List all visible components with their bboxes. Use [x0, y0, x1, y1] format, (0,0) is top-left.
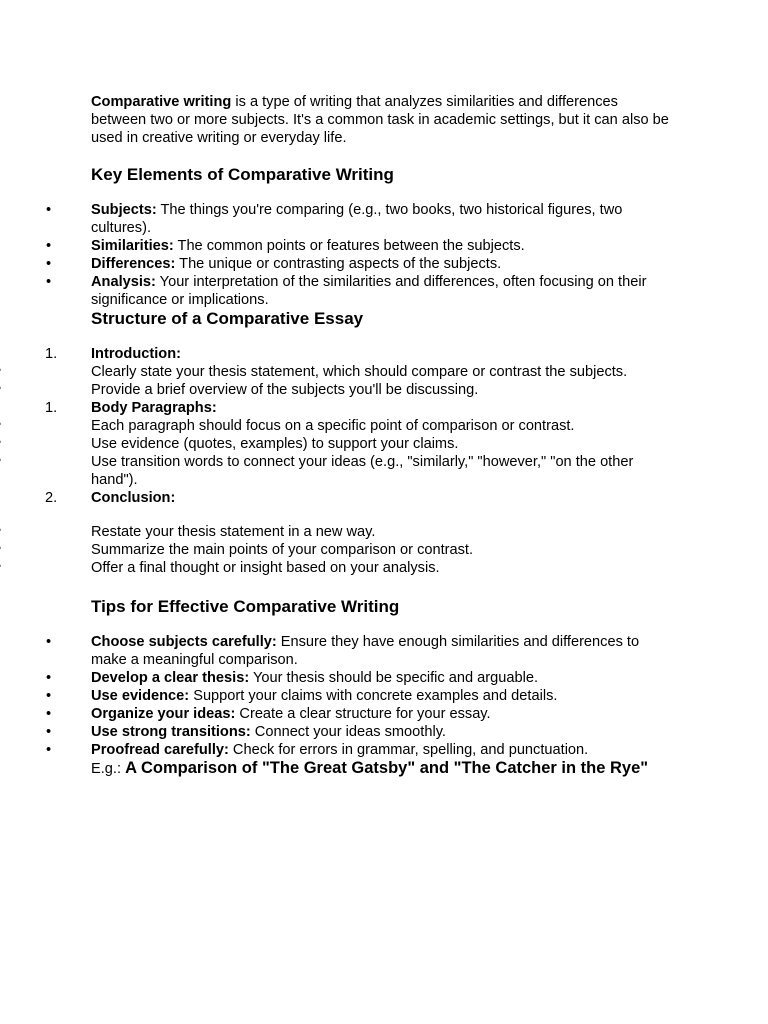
example-prefix: E.g.: — [91, 761, 126, 777]
list-item — [46, 273, 671, 309]
example-title: A Comparison of "The Great Gatsby" and "The Catcher in the Rye" — [125, 759, 649, 777]
bullet-marker: • — [46, 742, 52, 758]
list-item — [46, 669, 671, 687]
item-text: Connect your ideas smoothly. — [250, 724, 446, 740]
list-item — [91, 453, 671, 489]
sub-bullet-marker — [0, 434, 2, 452]
introduction-points — [91, 363, 671, 399]
item-text: Create a clear structure for your essay. — [235, 706, 491, 722]
point-text: Clearly state your thesis statement, which should compare or contrast the subjects. — [91, 364, 628, 380]
number-marker: 2. — [45, 490, 58, 506]
list-item — [91, 363, 671, 381]
item-text: The things you're comparing (e.g., two books, two historical figures, two cultures). — [91, 202, 623, 236]
list-item — [91, 559, 671, 577]
bullet-marker: • — [46, 202, 52, 218]
intro-term: Comparative writing — [91, 94, 232, 110]
sub-bullet-marker — [0, 540, 2, 558]
item-term: Organize your ideas: — [91, 706, 236, 722]
heading-tips: Tips for Effective Comparative Writing — [91, 597, 400, 616]
conclusion-points — [91, 523, 671, 577]
heading-key-elements: Key Elements of Comparative Writing — [91, 165, 394, 184]
list-item — [46, 741, 671, 759]
item-term: Develop a clear thesis: — [91, 670, 250, 686]
number-marker: 1. — [45, 346, 58, 362]
list-item — [45, 399, 671, 417]
bullet-marker: • — [46, 256, 52, 272]
list-item — [91, 523, 671, 541]
bullet-marker: • — [46, 634, 52, 650]
list-item — [46, 237, 671, 255]
bullet-marker: • — [46, 724, 52, 740]
example-line — [91, 759, 671, 778]
bullet-marker: • — [46, 274, 52, 290]
document-content — [45, 93, 671, 778]
list-item — [91, 381, 671, 399]
sub-bullet-marker — [0, 416, 2, 434]
number-marker: 1. — [45, 400, 58, 416]
structure-step-conclusion — [45, 489, 671, 507]
sub-bullet-marker — [0, 362, 2, 380]
item-term: Choose subjects carefully: — [91, 634, 277, 650]
list-item — [91, 435, 671, 453]
intro-text: is a type of writing that analyzes similarities and differences between two or more subjects. It's a common task in academic settings, but it can also be used in creative writing or everyday life. — [91, 94, 669, 146]
list-item — [46, 201, 671, 237]
heading-structure: Structure of a Comparative Essay — [91, 309, 364, 328]
point-text: Provide a brief overview of the subjects you'll be discussing. — [91, 382, 479, 398]
bullet-marker: • — [46, 670, 52, 686]
body-points — [91, 417, 671, 489]
list-item — [91, 417, 671, 435]
item-text: Check for errors in grammar, spelling, and punctuation. — [228, 742, 589, 758]
point-text: Offer a final thought or insight based on your analysis. — [91, 560, 440, 576]
item-term: Analysis: — [91, 274, 156, 290]
list-item — [46, 633, 671, 669]
item-text: The unique or contrasting aspects of the subjects. — [175, 256, 502, 272]
point-text: Use transition words to connect your ideas (e.g., "similarly," "however," "on the other hand"). — [91, 454, 634, 488]
item-term: Differences: — [91, 256, 176, 272]
point-text: Restate your thesis statement in a new way. — [91, 524, 376, 540]
item-text: Ensure they have enough similarities and differences to make a meaningful comparison. — [91, 634, 640, 668]
tips-list — [46, 633, 671, 759]
structure-step-body — [45, 399, 671, 417]
item-term: Subjects: — [91, 202, 157, 218]
list-item — [46, 723, 671, 741]
intro-paragraph — [91, 93, 671, 147]
item-term: Use strong transitions: — [91, 724, 251, 740]
sub-bullet-marker — [0, 452, 2, 470]
item-text: Support your claims with concrete examples and details. — [189, 688, 558, 704]
bullet-marker: • — [46, 688, 52, 704]
list-item — [46, 705, 671, 723]
list-item — [46, 687, 671, 705]
list-item — [46, 255, 671, 273]
point-text: Each paragraph should focus on a specific point of comparison or contrast. — [91, 418, 575, 434]
list-item — [45, 489, 671, 507]
item-term: Use evidence: — [91, 688, 190, 704]
item-term: Similarities: — [91, 238, 174, 254]
list-item — [45, 345, 671, 363]
item-text: The common points or features between the subjects. — [173, 238, 525, 254]
bullet-marker: • — [46, 238, 52, 254]
bullet-marker: • — [46, 706, 52, 722]
structure-step-introduction — [45, 345, 671, 363]
point-text: Summarize the main points of your comparison or contrast. — [91, 542, 474, 558]
list-item — [91, 541, 671, 559]
item-text: Your thesis should be specific and arguable. — [249, 670, 539, 686]
sub-bullet-marker — [0, 558, 2, 576]
sub-bullet-marker — [0, 522, 2, 540]
point-text: Use evidence (quotes, examples) to support your claims. — [91, 436, 459, 452]
item-text: Your interpretation of the similarities and differences, often focusing on their significance or implications. — [91, 274, 647, 308]
sub-bullet-marker — [0, 380, 2, 398]
step-title: Body Paragraphs: — [91, 400, 217, 416]
item-term: Proofread carefully: — [91, 742, 229, 758]
step-title: Conclusion: — [91, 490, 176, 506]
step-title: Introduction: — [91, 346, 181, 362]
key-elements-list — [46, 201, 671, 309]
